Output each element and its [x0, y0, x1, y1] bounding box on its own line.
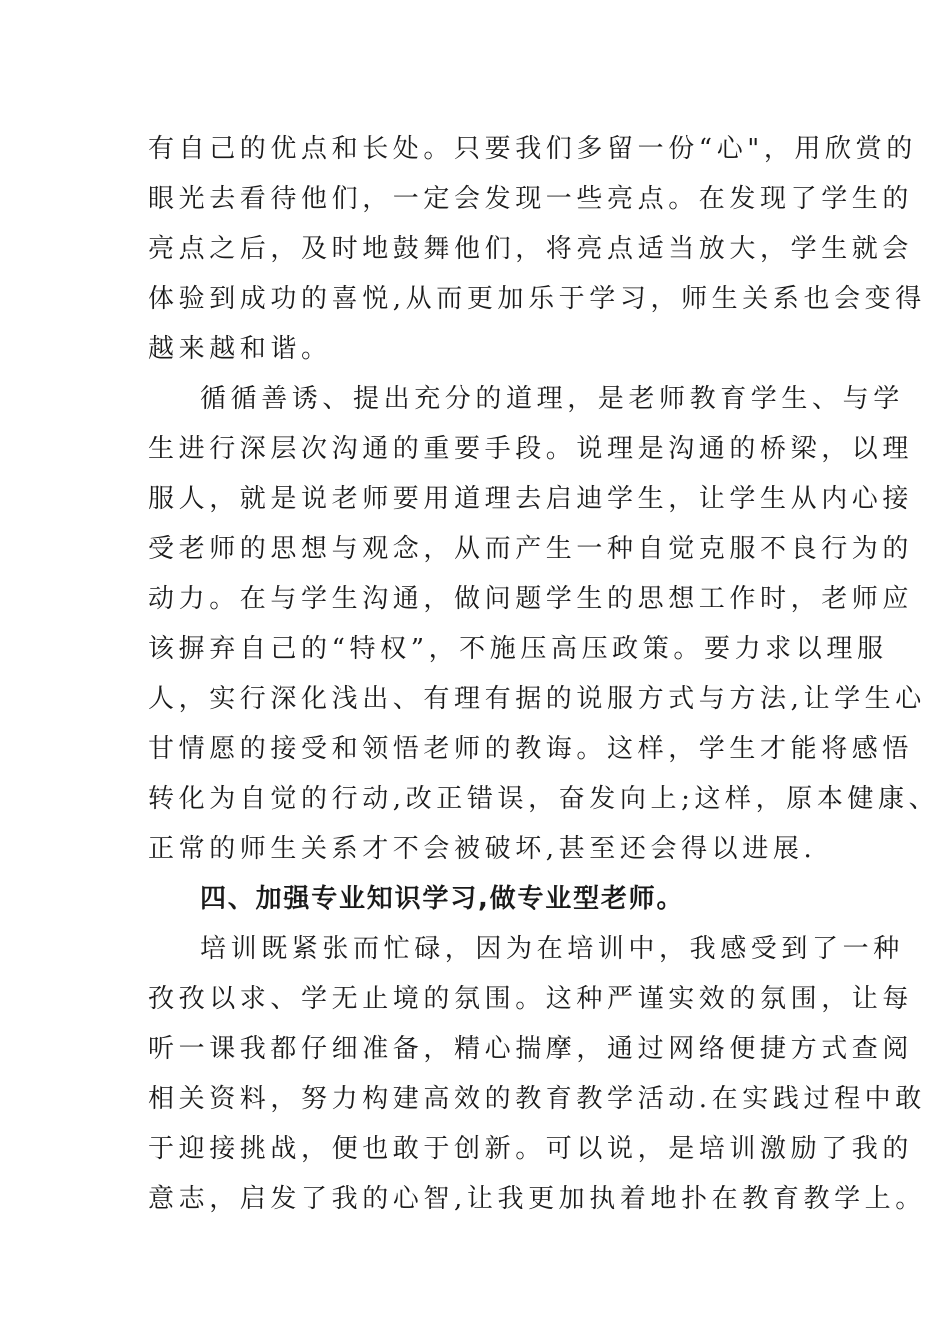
text-line: 正常的师生关系才不会被破坏,甚至还会得以进展.	[148, 834, 817, 864]
text-line: 该摒弃自己的“特权”，不施压高压政策。要力求以理服	[148, 634, 888, 664]
text-line: 甘情愿的接受和领悟老师的教诲。这样，学生才能将感悟	[148, 734, 914, 764]
text-line: 听一课我都仔细准备，精心揣摩，通过网络便捷方式查阅	[148, 1034, 914, 1064]
text-line: 动力。在与学生沟通，做问题学生的思想工作时，老师应	[148, 584, 914, 614]
text-line: 相关资料，努力构建高效的教育教学活动.在实践过程中敢	[148, 1084, 926, 1114]
text-line: 有自己的优点和长处。只要我们多留一份“心"，用欣赏的	[148, 134, 917, 164]
text-line: 人，实行深化浅出、有理有据的说服方式与方法,让学生心	[148, 684, 926, 714]
text-line: 受老师的思想与观念，从而产生一种自觉克服不良行为的	[148, 534, 914, 564]
paragraph-first-line: 培训既紧张而忙碌，因为在培训中，我感受到了一种	[200, 934, 904, 964]
paragraph-first-line: 循循善诱、提出充分的道理，是老师教育学生、与学	[200, 384, 904, 414]
section-heading: 四、加强专业知识学习,做专业型老师。	[200, 884, 685, 914]
text-line: 于迎接挑战，便也敢于创新。可以说，是培训激励了我的	[148, 1134, 914, 1164]
text-line: 服人，就是说老师要用道理去启迪学生，让学生从内心接	[148, 484, 914, 514]
text-line: 生进行深层次沟通的重要手段。说理是沟通的桥梁，以理	[148, 434, 914, 464]
text-line: 孜孜以求、学无止境的氛围。这种严谨实效的氛围，让每	[148, 984, 914, 1014]
text-line: 越来越和谐。	[148, 334, 332, 364]
text-line: 转化为自觉的行动,改正错误，奋发向上;这样，原本健康、	[148, 784, 940, 814]
text-line: 体验到成功的喜悦,从而更加乐于学习，师生关系也会变得	[148, 284, 926, 314]
text-line: 眼光去看待他们，一定会发现一些亮点。在发现了学生的	[148, 184, 914, 214]
text-line: 意志，启发了我的心智,让我更加执着地扑在教育教学上。	[148, 1184, 926, 1214]
text-line: 亮点之后，及时地鼓舞他们，将亮点适当放大，学生就会	[148, 234, 914, 264]
